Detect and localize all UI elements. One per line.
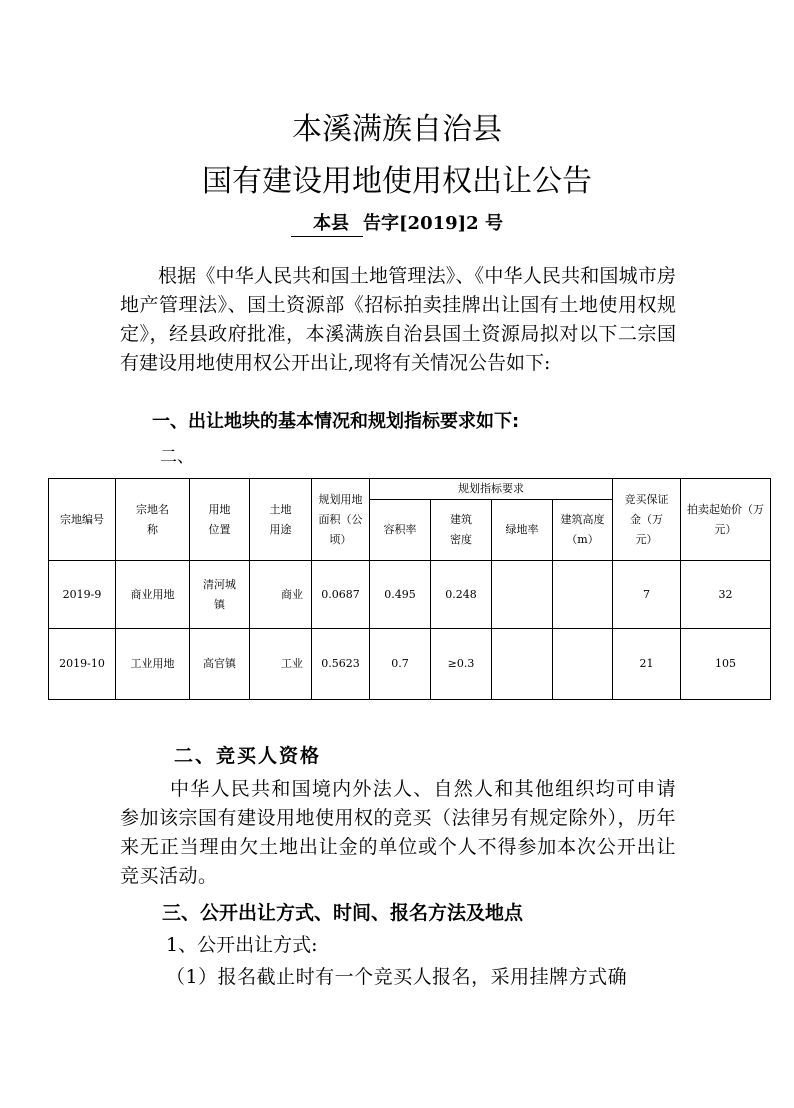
cell-parcel-no: 2019-9 <box>49 561 116 629</box>
header-usage: 土地用途 <box>250 479 312 561</box>
doc-number-rest: 告字[2019]2 号 <box>363 213 503 234</box>
doc-number-issuer: 本县 <box>291 209 363 237</box>
cell-area: 0.0687 <box>312 561 370 629</box>
header-height: 建筑高度（m） <box>553 500 613 561</box>
cell-area: 0.5623 <box>312 629 370 700</box>
cell-density: ≥0.3 <box>431 629 492 700</box>
parcel-table <box>48 478 771 700</box>
cell-location: 高官镇 <box>190 629 250 700</box>
section-3-heading: 三、公开出让方式、时间、报名方法及地点 <box>162 902 524 924</box>
header-parcel-name: 宗地名称 <box>116 479 190 561</box>
header-planning-group: 规划指标要求 <box>370 479 613 500</box>
cell-height <box>553 629 613 700</box>
section-1-heading: 一、出让地块的基本情况和规划指标要求如下: <box>152 411 520 432</box>
cell-parcel-name: 工业用地 <box>116 629 190 700</box>
cell-parcel-name: 商业用地 <box>116 561 190 629</box>
header-plot-ratio: 容积率 <box>370 500 431 561</box>
section-2-paragraph: 中华人民共和国境内外法人、自然人和其他组织均可申请参加该宗国有建设用地使用权的竞买（法律另有规定除外），历年来无正当理由欠土地出让金的单位或个人不得参加本次公开出让竞买活动。 <box>120 778 677 887</box>
cell-location: 清河城镇 <box>190 561 250 629</box>
section-1-subheading: 二、 <box>160 447 194 467</box>
document-number <box>0 209 794 237</box>
cell-green-ratio <box>492 561 553 629</box>
header-density: 建筑密度 <box>431 500 492 561</box>
header-location: 用地位置 <box>190 479 250 561</box>
cell-plot-ratio: 0.495 <box>370 561 431 629</box>
header-parcel-no: 宗地编号 <box>49 479 116 561</box>
section-3-item-1-sub: （1）报名截止时有一个竞买人报名，采用挂牌方式确 <box>166 966 628 988</box>
cell-usage: 商业 <box>250 561 312 629</box>
cell-deposit: 7 <box>613 561 681 629</box>
title-line-1: 本溪满族自治县 <box>292 112 502 147</box>
cell-deposit: 21 <box>613 629 681 700</box>
header-start-price: 拍卖起始价（万元） <box>681 479 771 561</box>
header-area: 规划用地面积（公顷） <box>312 479 370 561</box>
table-row <box>49 561 771 629</box>
cell-usage: 工业 <box>250 629 312 700</box>
section-3-item-1: 1、公开出让方式: <box>166 934 318 956</box>
cell-parcel-no: 2019-10 <box>49 629 116 700</box>
cell-start-price: 105 <box>681 629 771 700</box>
section-2-heading: 二、竞买人资格 <box>174 745 322 767</box>
header-deposit: 竞买保证金（万元） <box>613 479 681 561</box>
table-row <box>49 629 771 700</box>
header-green-ratio: 绿地率 <box>492 500 553 561</box>
intro-paragraph: 根据《中华人民共和国土地管理法》、《中华人民共和国城市房地产管理法》、国土资源部《招标拍卖挂牌出让国有土地使用权规定》，经县政府批准，本溪满族自治县国土资源局拟对以下二宗国有建设用地使用权公开出让,现将有关情况公告如下: <box>120 265 676 374</box>
cell-start-price: 32 <box>681 561 771 629</box>
cell-green-ratio <box>492 629 553 700</box>
cell-plot-ratio: 0.7 <box>370 629 431 700</box>
title-line-2: 国有建设用地使用权出让公告 <box>202 164 592 199</box>
cell-height <box>553 561 613 629</box>
cell-density: 0.248 <box>431 561 492 629</box>
